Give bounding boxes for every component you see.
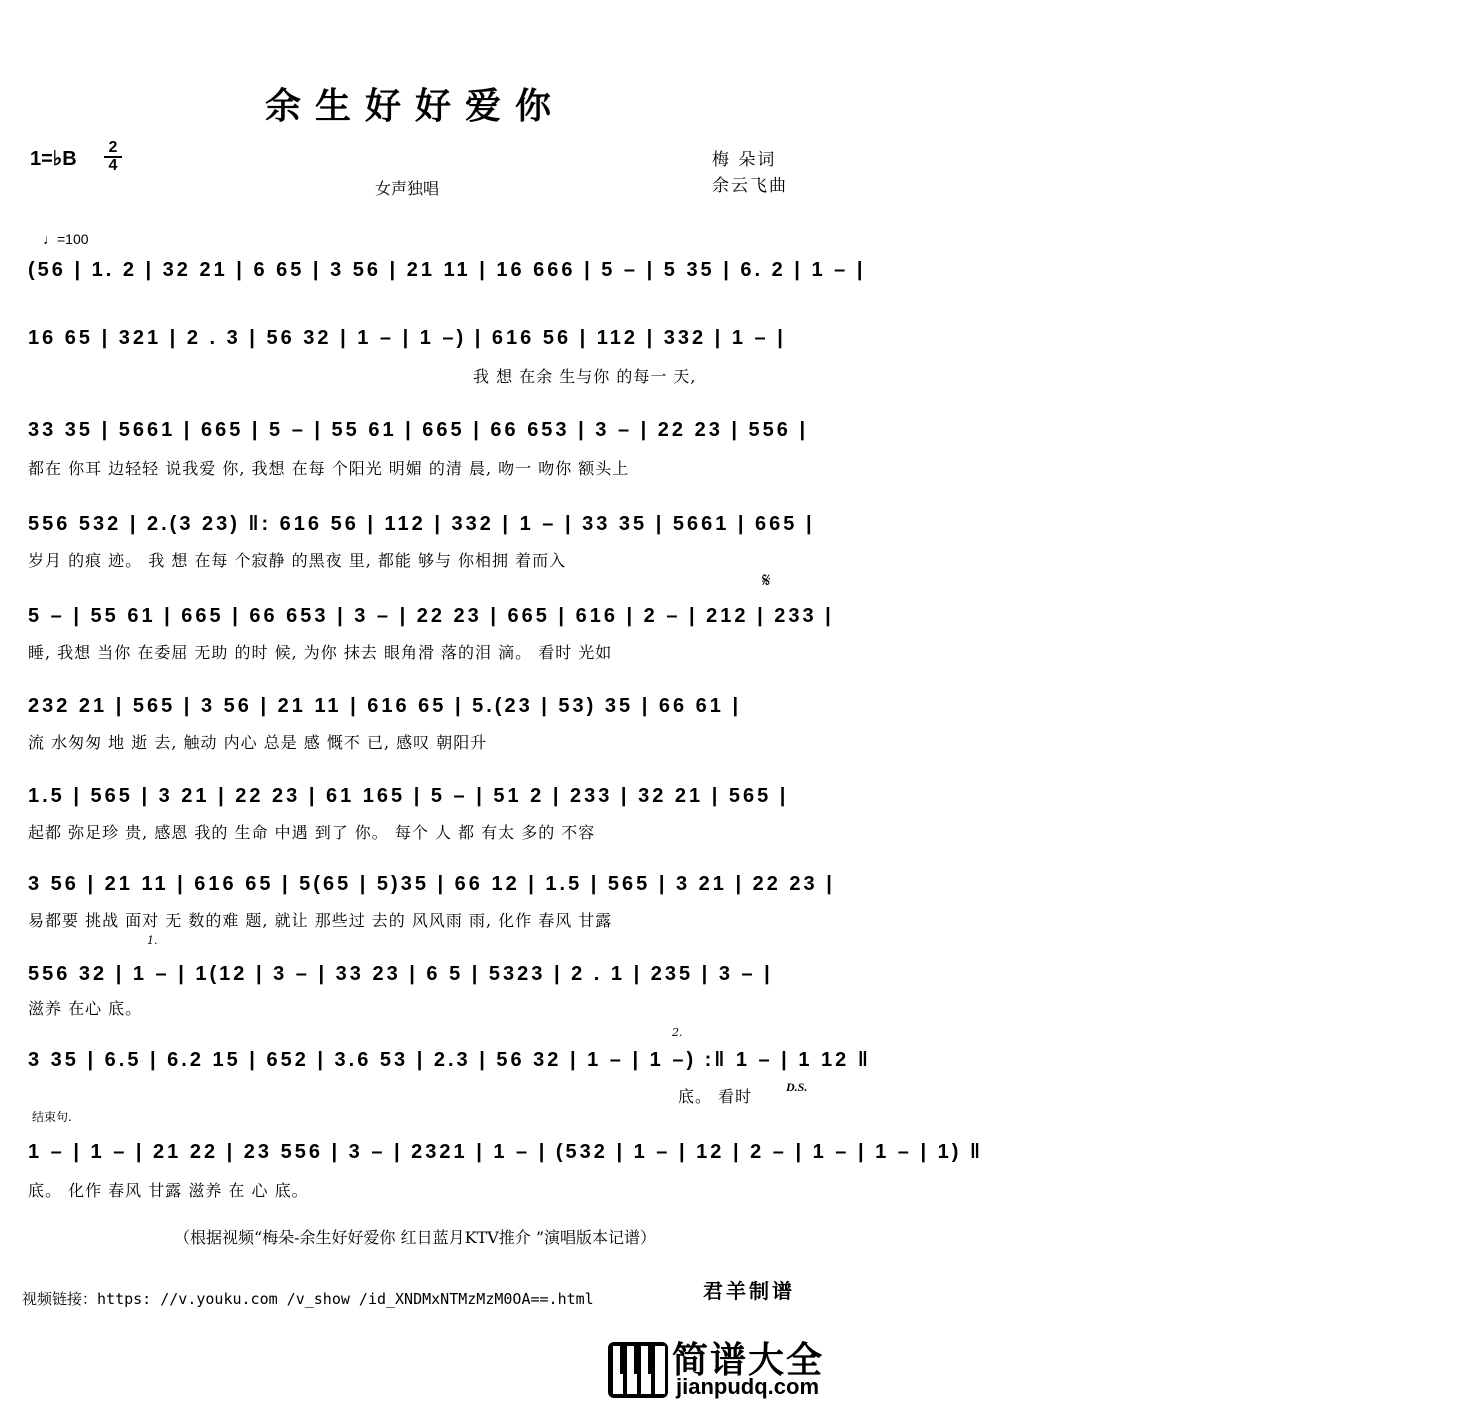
notes-row: 1 – | 1 – | 21 22 | 23 556 | 3 – | 2321 | 1 – | (532 | 1 – | 12 | 2 – | 1 – | 1 – | 1) ‖ <box>28 1141 983 1163</box>
lyric-row: 岁月 的痕 迹。 我 想 在每 个寂静 的黑夜 里, 都能 够与 你相拥 着而入 <box>28 551 567 570</box>
meter-top: 2 <box>104 140 122 158</box>
coda-label: 结束句. <box>32 1110 72 1124</box>
lyric-row: 底。 看时 <box>678 1087 753 1106</box>
transcriber-credit: 君羊制谱 <box>703 1279 795 1303</box>
ds-marking: D.S. <box>786 1080 808 1094</box>
second-ending-label: 2. <box>672 1026 683 1039</box>
notes-row: 3 35 | 6.5 | 6.2 15 | 652 | 3.6 53 | 2.3 | 56 32 | 1 – | 1 –) :‖ 1 – | 1 12 ‖ <box>28 1049 871 1071</box>
notes-row: 5 – | 55 61 | 665 | 66 653 | 3 – | 22 23 | 665 | 616 | 2 – | 212 | 233 | <box>28 605 834 627</box>
watermark-brand: 简谱大全 <box>672 1340 825 1381</box>
lyric-row: 都在 你耳 边轻轻 说我爱 你, 我想 在每 个阳光 明媚 的清 晨, 吻一 吻你 额头上 <box>28 459 630 478</box>
lyric-row: 底。 化作 春风 甘露 滋养 在 心 底。 <box>28 1181 309 1200</box>
tempo-marking: ♩=100 <box>43 231 89 247</box>
lyric-row: 我 想 在余 生与你 的每一 天, <box>473 367 697 386</box>
voice-type: 女声独唱 <box>375 179 440 198</box>
notes-row: 3 56 | 21 11 | 616 65 | 5(65 | 5)35 | 66 12 | 1.5 | 565 | 3 21 | 22 23 | <box>28 873 835 895</box>
notes-row: 556 532 | 2.(3 23) ‖: 616 56 | 112 | 332 | 1 – | 33 35 | 5661 | 665 | <box>28 513 815 535</box>
notes-row: 1.5 | 565 | 3 21 | 22 23 | 61 165 | 5 – | 51 2 | 233 | 32 21 | 565 | <box>28 785 789 807</box>
lyricist-credit: 梅 朵词 <box>712 150 777 170</box>
video-url[interactable]: https: //v.youku.com /v_show /id_XNDMxNTMzMzM0OA==.html <box>97 1290 594 1308</box>
lyric-row: 滋养 在心 底。 <box>28 999 143 1018</box>
time-signature <box>104 140 122 174</box>
transcription-note: （根据视频“梅朵-余生好好爱你 红日蓝月KTV推介 ”演唱版本记谱） <box>173 1228 657 1247</box>
notes-row: 16 65 | 321 | 2 . 3 | 56 32 | 1 – | 1 –) | 616 56 | 112 | 332 | 1 – | <box>28 327 786 349</box>
video-link-label: 视频链接： <box>22 1290 98 1308</box>
page-title: 余生好好爱你 <box>264 85 565 127</box>
notes-row: (56 | 1. 2 | 32 21 | 6 65 | 3 56 | 21 11 | 16 666 | 5 – | 5 35 | 6. 2 | 1 – | <box>28 259 866 281</box>
first-ending-label: 1. <box>147 934 158 947</box>
watermark-url: jianpudq.com <box>676 1374 819 1399</box>
video-link <box>22 1288 594 1309</box>
key-signature: 1=♭B <box>30 148 77 170</box>
meter-bottom: 4 <box>108 157 118 174</box>
lyric-row: 睡, 我想 当你 在委屈 无助 的时 候, 为你 抹去 眼角滑 落的泪 滴。 看时 光如 <box>28 643 613 662</box>
notes-row: 232 21 | 565 | 3 56 | 21 11 | 616 65 | 5.(23 | 53) 35 | 66 61 | <box>28 695 742 717</box>
notes-row: 33 35 | 5661 | 665 | 5 – | 55 61 | 665 | 66 653 | 3 – | 22 23 | 556 | <box>28 419 809 441</box>
lyric-row: 易都要 挑战 面对 无 数的难 题, 就让 那些过 去的 风风雨 雨, 化作 春风 甘露 <box>28 911 613 930</box>
lyric-row: 流 水匆匆 地 逝 去, 触动 内心 总是 感 慨不 已, 感叹 朝阳升 <box>28 733 488 752</box>
lyric-row: 起都 弥足珍 贵, 感恩 我的 生命 中遇 到了 你。 每个 人 都 有太 多的 不容 <box>28 823 596 842</box>
segno-icon: 𝄋 <box>762 568 771 592</box>
composer-credit: 余云飞曲 <box>712 176 788 196</box>
notes-row: 556 32 | 1 – | 1(12 | 3 – | 33 23 | 6 5 | 5323 | 2 . 1 | 235 | 3 – | <box>28 963 773 985</box>
